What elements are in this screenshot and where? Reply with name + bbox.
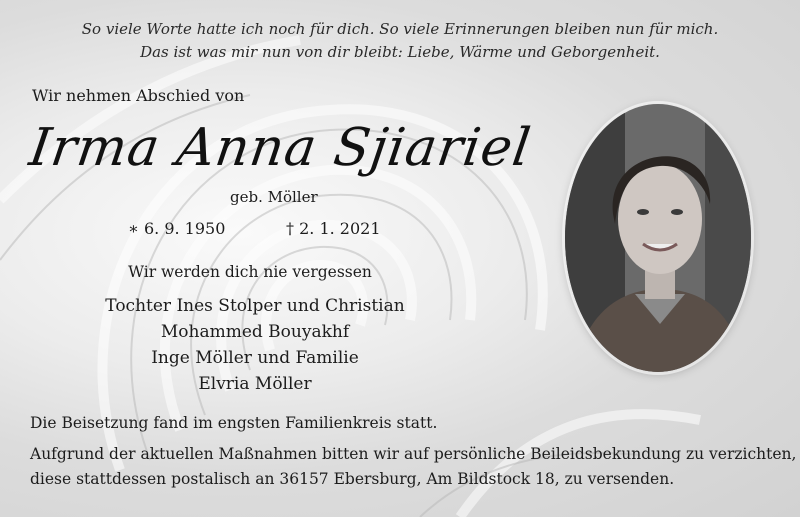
mourner-line: Elvria Möller — [198, 374, 312, 394]
birth-date: ∗ 6. 9. 1950 — [128, 219, 226, 238]
motto: Wir werden dich nie vergessen — [128, 263, 372, 281]
burial-note: Die Beisetzung fand im engsten Familienkreis statt. — [30, 414, 438, 432]
portrait-photo — [565, 104, 751, 372]
condolence-request-line-2: diese stattdessen postalisch an 36157 Ebersburg, Am Bildstock 18, zu versenden. — [30, 470, 675, 488]
death-date: † 2. 1. 2021 — [286, 219, 381, 238]
quote-line-2: Das ist was mir nun von dir bleibt: Liebe, Wärme und Geborgenheit. — [140, 43, 660, 61]
condolence-request-line-1: Aufgrund der aktuellen Maßnahmen bitten wir auf persönliche Beileidsbekundung zu verzichten, — [30, 445, 797, 463]
farewell-intro: Wir nehmen Abschied von — [32, 86, 245, 105]
mourner-line: Inge Möller und Familie — [151, 348, 359, 368]
deceased-name: Irma Anna Sjiariel — [25, 118, 535, 178]
mourner-line: Tochter Ines Stolper und Christian — [105, 296, 405, 316]
mourner-line: Mohammed Bouyakhf — [160, 322, 350, 342]
quote-line-1: So viele Worte hatte ich noch für dich. So viele Erinnerungen bleiben nun für mich. — [81, 20, 719, 38]
maiden-name: geb. Möller — [230, 188, 318, 206]
